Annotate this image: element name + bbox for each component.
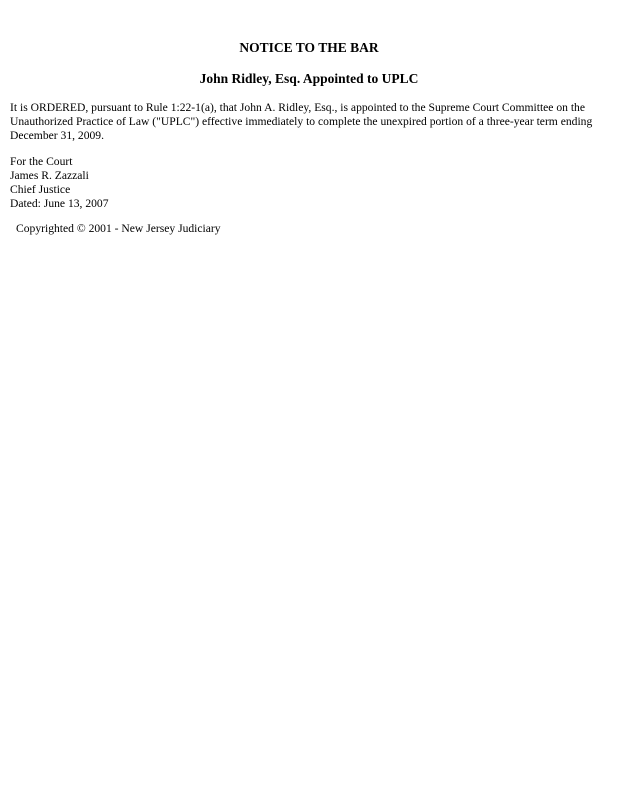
signature-for-line: For the Court [10,155,73,168]
order-paragraph: It is ORDERED, pursuant to Rule 1:22-1(a), that John A. Ridley, Esq., is appointed to the Supreme Court Committee on the Unauthorized Practice of Law ("UPLC") effective immediately to complete the unexpired portion of a three-year term ending December 31, 2009. [10,101,593,142]
signatory-title: Chief Justice [10,183,71,196]
signature-date: Dated: June 13, 2007 [10,197,109,210]
copyright-notice: Copyrighted © 2001 - New Jersey Judiciary [16,222,221,235]
page-title: NOTICE TO THE BAR [239,40,379,55]
notice-subtitle: John Ridley, Esq. Appointed to UPLC [199,71,419,86]
signature-block [10,155,109,211]
signatory-name: James R. Zazzali [10,169,89,182]
